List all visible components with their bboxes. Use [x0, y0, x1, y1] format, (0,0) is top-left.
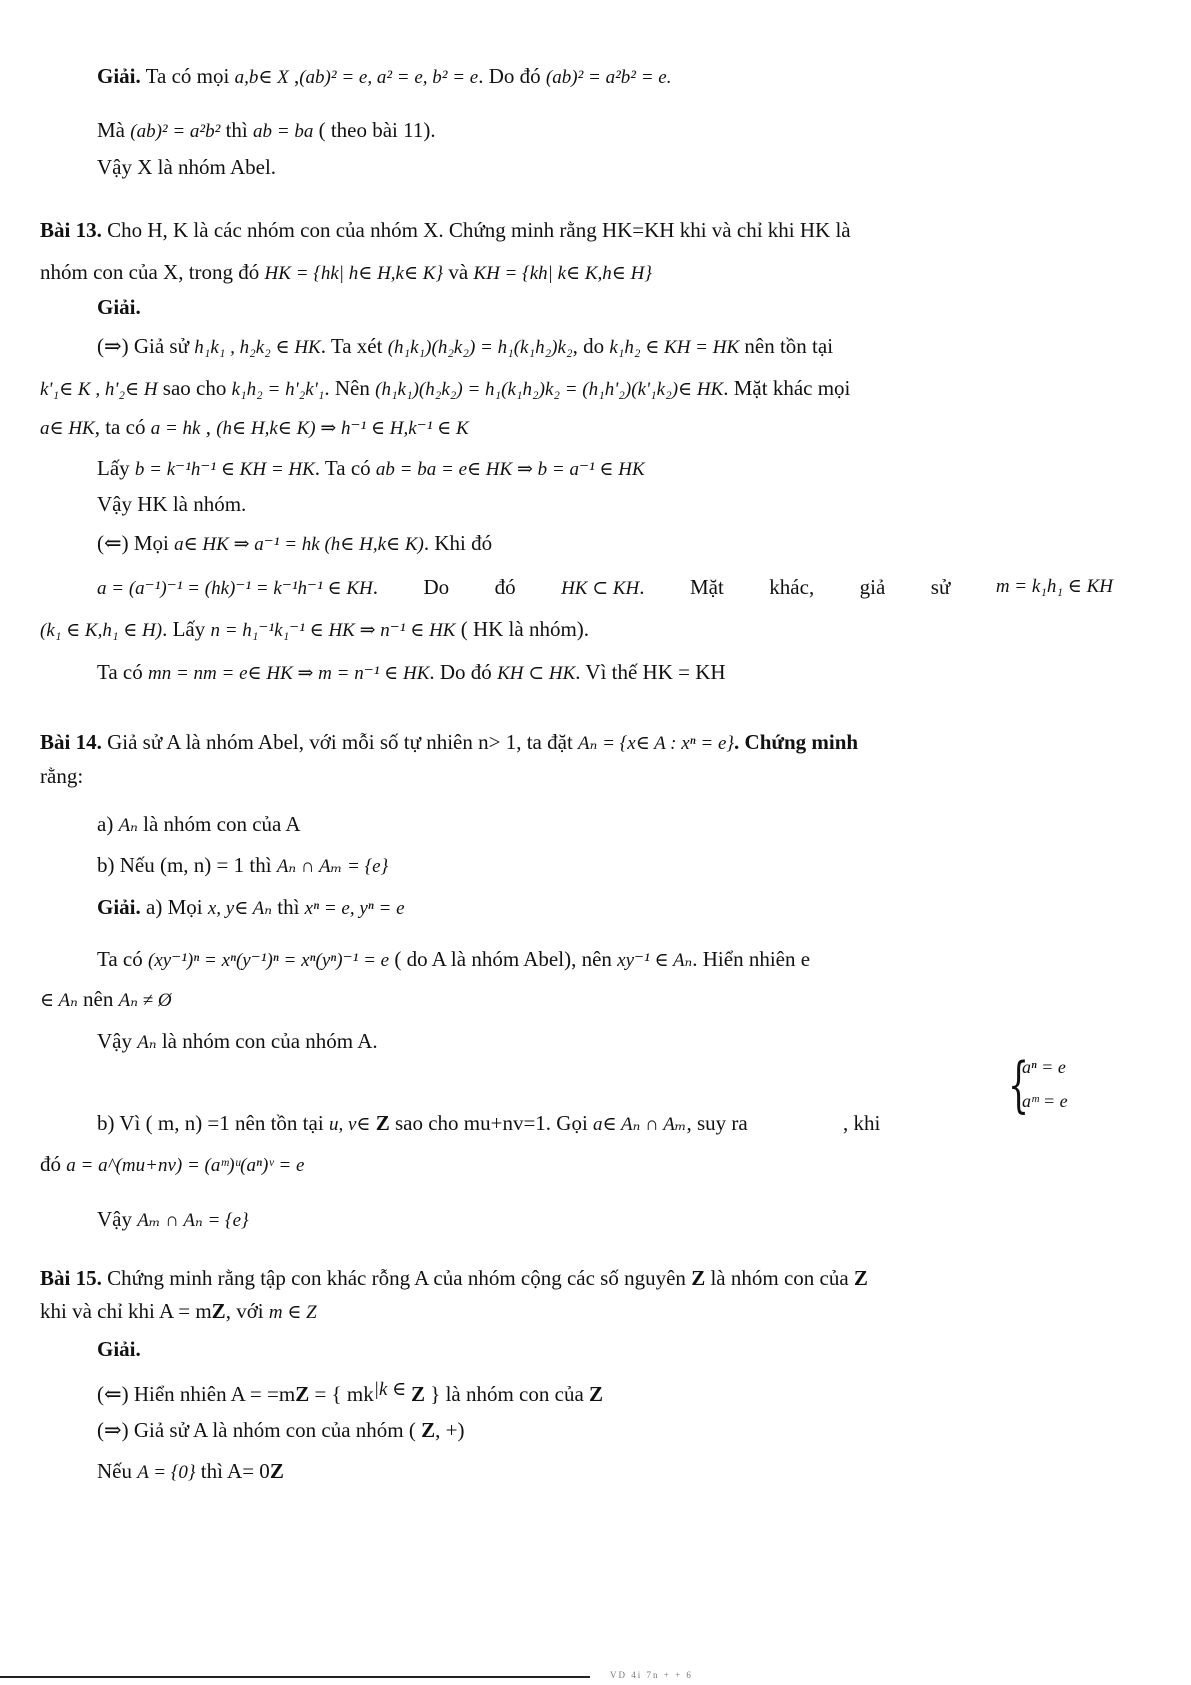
line-22: ∈ Aₙ nên Aₙ ≠ Ø [40, 987, 172, 1011]
line-32: Nếu A = {0} thì A= 0Z [97, 1459, 284, 1483]
line-3: Vậy X là nhóm Abel. [97, 155, 277, 179]
line-14: (k₁ ∈ K,h₁ ∈ H). Lấy n = h₁⁻¹k₁⁻¹ ∈ HK ⇒ n⁻¹ ∈ HK ( HK là nhóm). [40, 617, 590, 641]
line-1: Giải. Ta có mọi a,b∈ X ,(ab)² = e, a² = e, b² = e. Do đó (ab)² = a²b² = e. [97, 64, 672, 88]
line-27: Bài 15. Chứng minh rằng tập con khác rỗng A của nhóm cộng các số nguyên Z là nhóm con của Z [40, 1266, 868, 1290]
line-24: b) Vì ( m, n) =1 nên tồn tại u, v∈ Z sao cho mu+nv=1. Gọi a∈ Aₙ ∩ Aₘ, suy ra , khi [97, 1111, 881, 1135]
line-10: Lấy b = k⁻¹h⁻¹ ∈ KH = HK. Ta có ab = ba = e∈ HK ⇒ b = a⁻¹ ∈ HK [97, 456, 645, 480]
system-line-bottom: aᵐ = e [1022, 1091, 1068, 1111]
line-17: rằng: [40, 764, 84, 788]
line-29: Giải. [97, 1337, 141, 1361]
line-19: b) Nếu (m, n) = 1 thì Aₙ ∩ Aₘ = {e} [97, 853, 389, 877]
footer-rule [0, 1676, 590, 1678]
line-20: Giải. a) Mọi x, y∈ Aₙ thì xⁿ = e, yⁿ = e [97, 895, 405, 919]
line-5: nhóm con của X, trong đó HK = {hk| h∈ H,k∈ K} và KH = {kh| k∈ K,h∈ H} [40, 260, 652, 284]
system-line-top: aⁿ = e [1022, 1057, 1066, 1077]
line-13: a = (a⁻¹)⁻¹ = (hk)⁻¹ = k⁻¹h⁻¹ ∈ KH. Do đó HK ⊂ KH. Mặt khác, giả sử m = k₁h₁ ∈ KH [97, 575, 1113, 599]
line-2: Mà (ab)² = a²b² thì ab = ba ( theo bài 11). [97, 118, 436, 142]
line-25: đó a = a^(mu+nv) = (aᵐ)ᵘ(aⁿ)ᵛ = e [40, 1152, 305, 1176]
line-30: (⇐) Hiển nhiên A = =mZ = { mk|k ∈ Z } là nhóm con của Z [97, 1379, 604, 1406]
line-23: Vậy Aₙ là nhóm con của nhóm A. [97, 1029, 378, 1053]
equation-system [1008, 1050, 1078, 1120]
line-26: Vậy Aₘ ∩ Aₙ = {e} [97, 1207, 249, 1231]
line-16: Bài 14. Giả sử A là nhóm Abel, với mỗi số tự nhiên n> 1, ta đặt Aₙ = {x∈ A : xⁿ = e}. Chứng minh [40, 730, 859, 754]
line-8: k'₁∈ K , h'₂∈ H sao cho k₁h₂ = h'₂k'₁. Nên (h₁k₁)(h₂k₂) = h₁(k₁h₂)k₂ = (h₁h'₂)(k'₁k₂)∈ HK. Mặt khác mọi [40, 376, 851, 400]
line-31: (⇒) Giả sử A là nhóm con của nhóm ( Z, +) [97, 1418, 465, 1442]
line-18: a) Aₙ là nhóm con của A [97, 812, 301, 836]
brace: { [1008, 1050, 1030, 1120]
line-6: Giải. [97, 295, 141, 319]
line-4: Bài 13. Cho H, K là các nhóm con của nhóm X. Chứng minh rằng HK=KH khi và chỉ khi HK là [40, 218, 851, 242]
line-7: (⇒) Giả sử h₁k₁ , h₂k₂ ∈ HK. Ta xét (h₁k₁)(h₂k₂) = h₁(k₁h₂)k₂, do k₁h₂ ∈ KH = HK nên tồn tại [97, 334, 834, 358]
line-9: a∈ HK, ta có a = hk , (h∈ H,k∈ K) ⇒ h⁻¹ ∈ H,k⁻¹ ∈ K [40, 415, 469, 439]
line-15: Ta có mn = nm = e∈ HK ⇒ m = n⁻¹ ∈ HK. Do đó KH ⊂ HK. Vì thế HK = KH [97, 660, 726, 684]
line-12: (⇐) Mọi a∈ HK ⇒ a⁻¹ = hk (h∈ H,k∈ K). Khi đó [97, 531, 493, 555]
line-21: Ta có (xy⁻¹)ⁿ = xⁿ(y⁻¹)ⁿ = xⁿ(yⁿ)⁻¹ = e ( do A là nhóm Abel), nên xy⁻¹ ∈ Aₙ. Hiển nhiên e [97, 947, 811, 971]
footer-text: VD 4i 7n + + 6 [610, 1670, 693, 1680]
line-28: khi và chỉ khi A = mZ, với m ∈ Z [40, 1299, 317, 1323]
line-11: Vậy HK là nhóm. [97, 492, 247, 516]
